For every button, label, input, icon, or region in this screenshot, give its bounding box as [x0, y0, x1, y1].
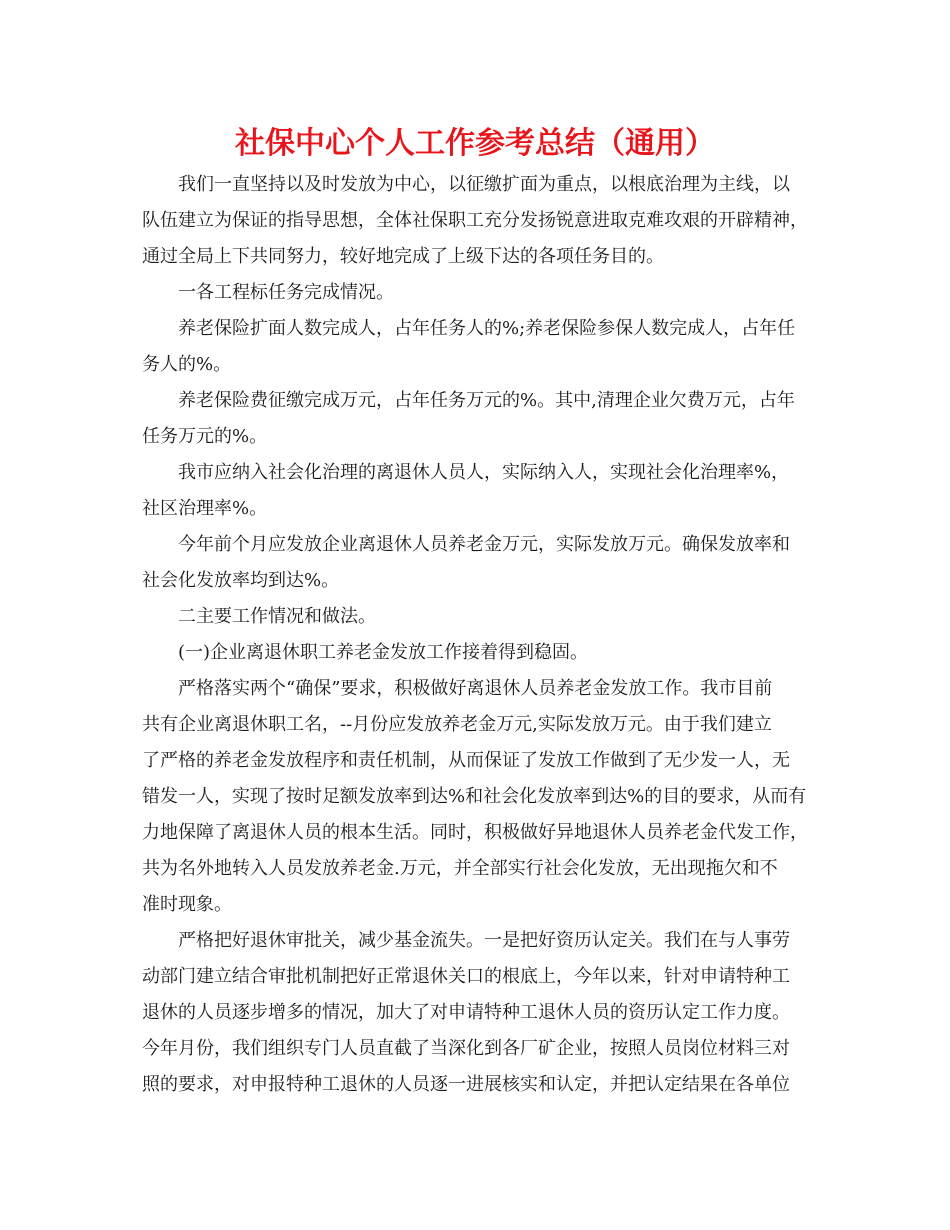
document-body	[142, 167, 812, 1103]
body-line: 严格落实两个“确保”要求，积极做好离退休人员养老金发放工作。我市目前	[178, 678, 773, 699]
body-line: 共为名外地转入人员发放养老金.万元，并全部实行社会化发放，无出现拖欠和不	[142, 858, 778, 879]
body-line: 了严格的养老金发放程序和责任机制，从而保证了发放工作做到了无少发一人，无	[142, 750, 790, 771]
body-line: (一)企业离退休职工养老金发放工作接着得到稳固。	[178, 642, 589, 663]
body-line: 今年前个月应发放企业离退休人员养老金万元，实际发放万元。确保发放率和	[178, 534, 790, 555]
body-line: 照的要求，对申报特种工退休的人员逐一进展核实和认定，并把认定结果在各单位	[142, 1074, 790, 1095]
body-line: 力地保障了离退休人员的根本生活。同时，积极做好异地退休人员养老金代发工作，	[142, 822, 808, 843]
body-line: 准时现象。	[142, 894, 232, 915]
body-line: 二主要工作情况和做法。	[178, 606, 376, 627]
body-line: 错发一人，实现了按时足额发放率到达%和社会化发放率到达%的目的要求，从而有	[142, 786, 807, 807]
body-line: 严格把好退休审批关，减少基金流失。一是把好资历认定关。我们在与人事劳	[178, 930, 790, 951]
body-line: 任务万元的%。	[142, 426, 268, 447]
body-line: 社会化发放率均到达%。	[142, 570, 340, 591]
body-line: 共有企业离退休职工名，--月份应发放养老金万元,实际发放万元。由于我们建立	[142, 714, 772, 735]
body-line: 通过全局上下共同努力，较好地完成了上级下达的各项任务目的。	[142, 246, 664, 267]
body-line: 退休的人员逐步增多的情况，加大了对申请特种工退休人员的资历认定工作力度。	[142, 1002, 790, 1023]
document-title: 社保中心个人工作参考总结（通用）	[235, 126, 715, 161]
body-line: 我市应纳入社会化治理的离退休人员人，实际纳入人，实现社会化治理率%，	[178, 462, 790, 483]
body-line: 队伍建立为保证的指导思想，全体社保职工充分发扬锐意进取克难攻艰的开辟精神，	[142, 210, 808, 231]
body-line: 我们一直坚持以及时发放为中心，以征缴扩面为重点，以根底治理为主线，以	[178, 174, 790, 195]
body-line: 今年月份，我们组织专门人员直截了当深化到各厂矿企业，按照人员岗位材料三对	[142, 1038, 790, 1059]
body-line: 养老保险费征缴完成万元，占年任务万元的%。其中,清理企业欠费万元，占年	[178, 390, 795, 411]
body-line: 社区治理率%。	[142, 498, 268, 519]
body-line: 动部门建立结合审批机制把好正常退休关口的根底上，今年以来，针对申请特种工	[142, 966, 790, 987]
body-line: 养老保险扩面人数完成人，占年任务人的%;养老保险参保人数完成人，占年任	[178, 318, 796, 339]
body-line: 务人的%。	[142, 354, 232, 375]
body-line: 一各工程标任务完成情况。	[178, 282, 394, 303]
